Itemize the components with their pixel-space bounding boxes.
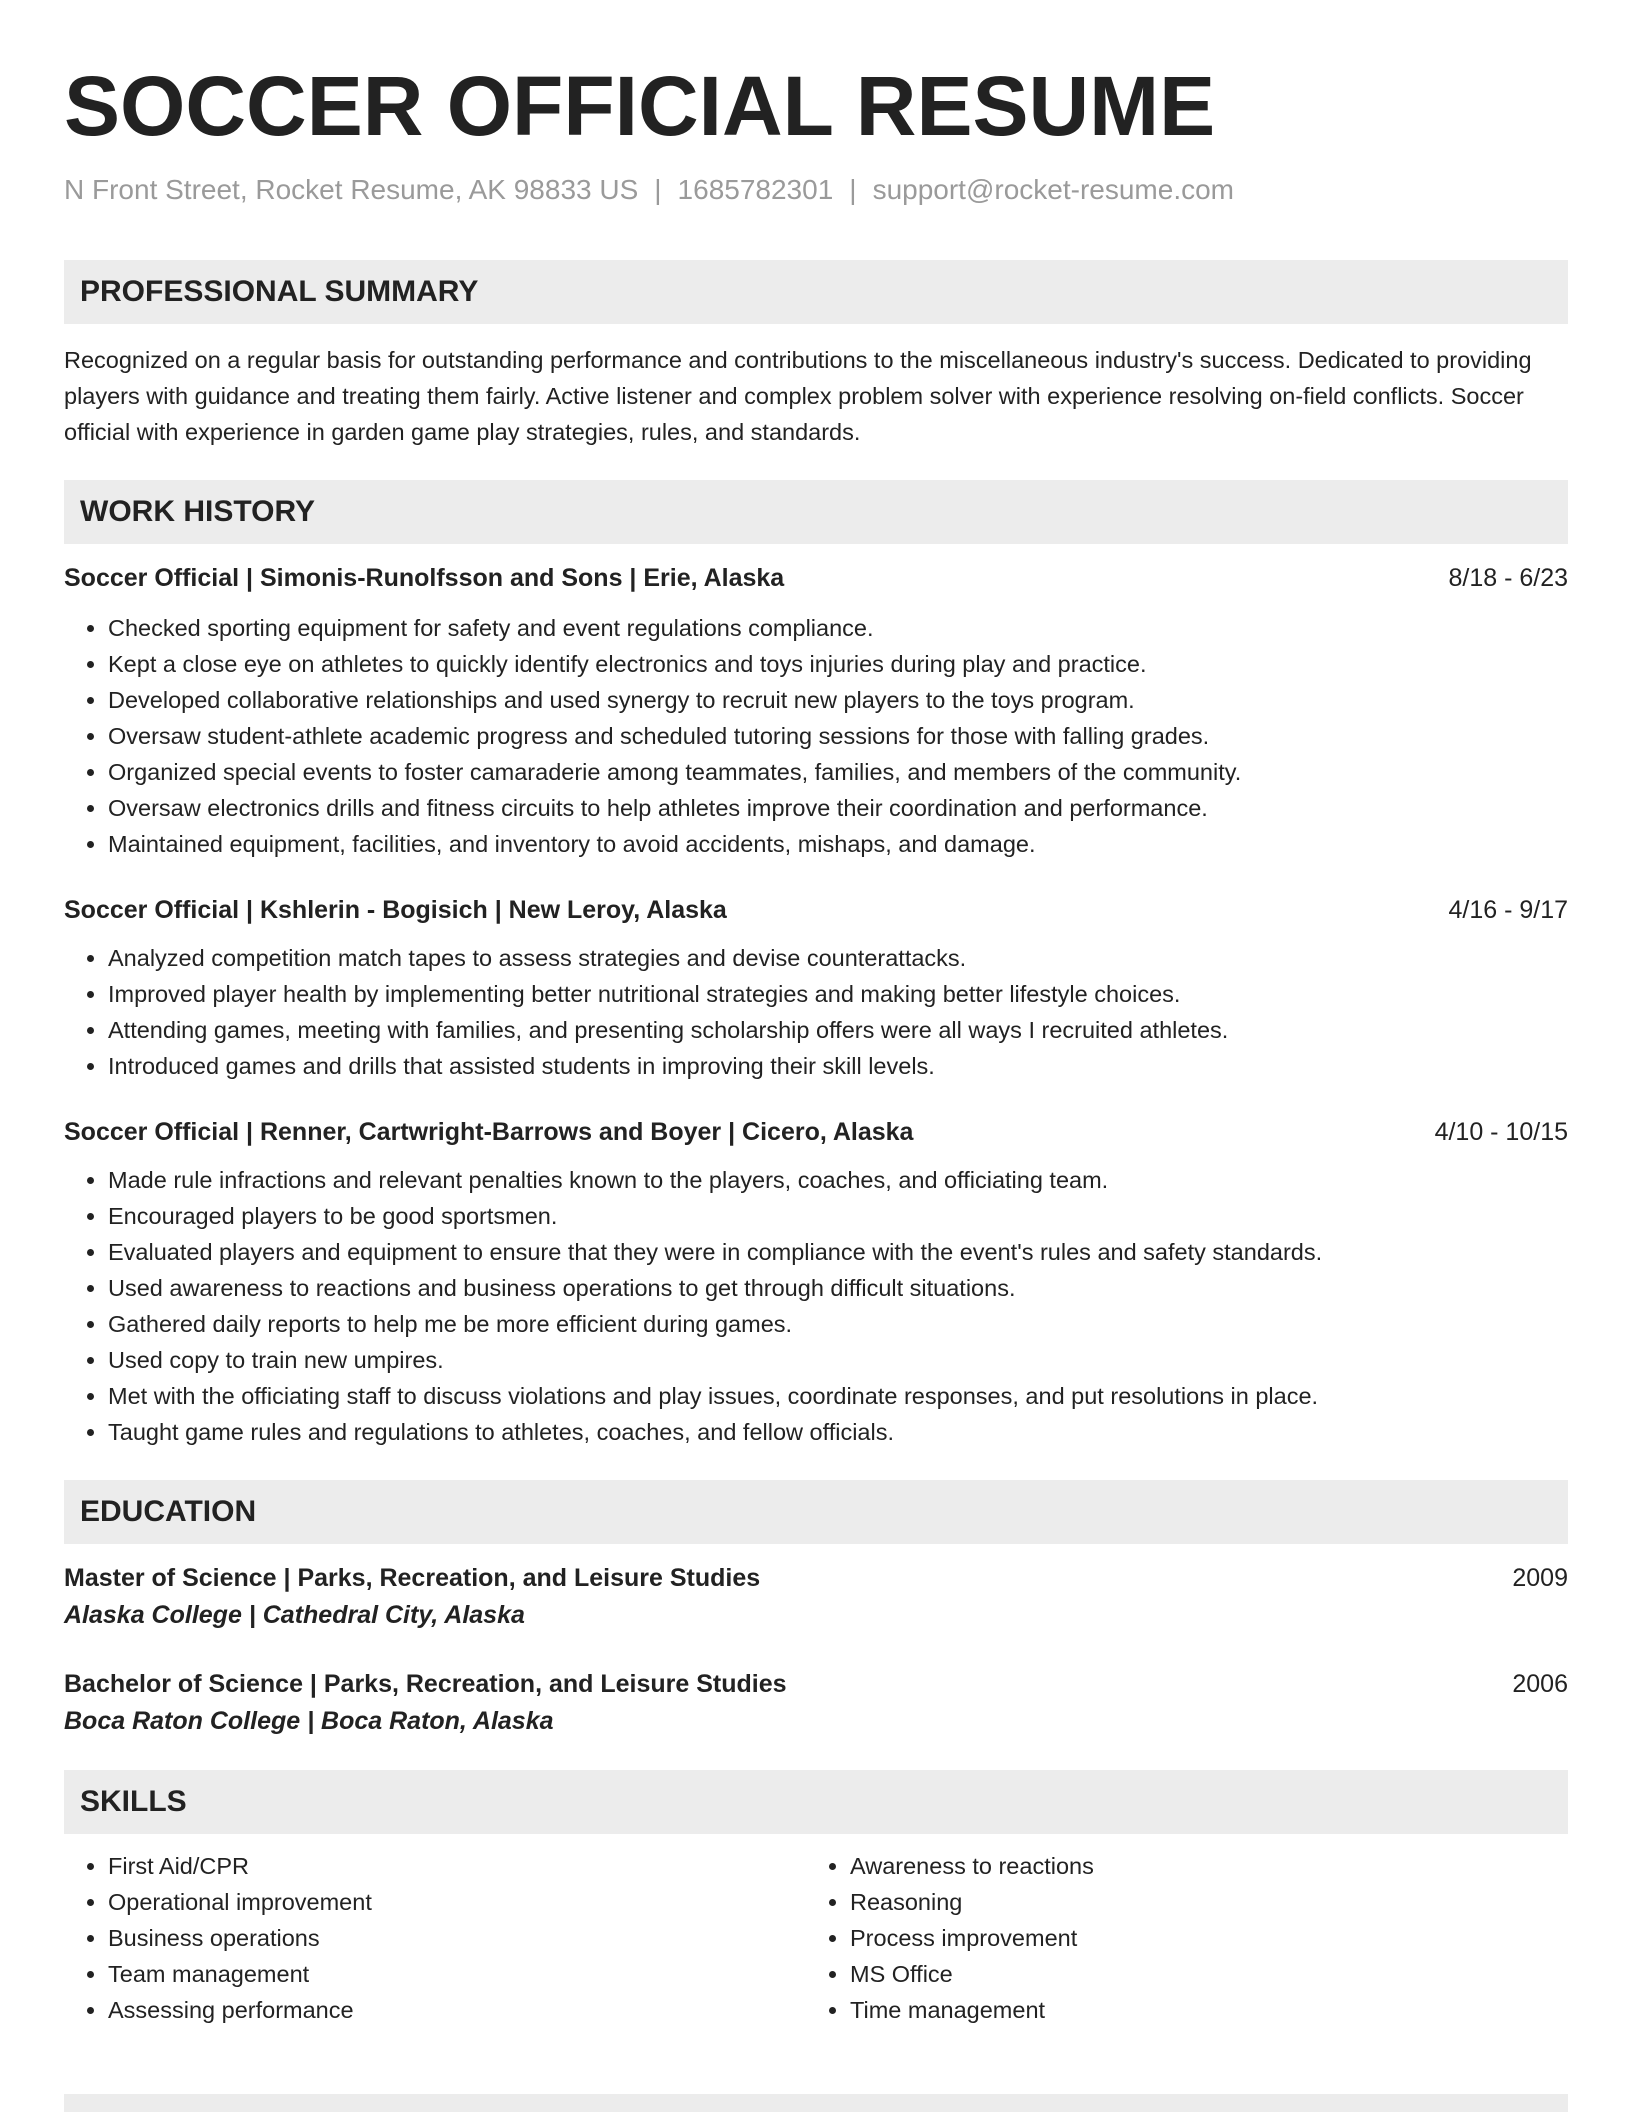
contact-email: support@rocket-resume.com [872,174,1234,205]
skill-item: • Time management [850,1992,1548,2028]
job-title: Soccer Official | Renner, Cartwright-Barrows and Boyer | Cicero, Alaska [64,1118,914,1146]
job-header [64,1114,1568,1150]
section-header-summary: PROFESSIONAL SUMMARY [64,260,1568,324]
job-bullet: • Met with the officiating staff to discuss violations and play issues, coordinate responses, and put resolutions in place. [108,1378,1568,1414]
skills-list [64,1848,806,2028]
skill-item: • Awareness to reactions [850,1848,1548,1884]
skill-item: • Process improvement [850,1920,1548,1956]
job-bullet: • Improved player health by implementing better nutritional strategies and making better lifestyle choices. [108,976,1568,1012]
job-bullets [64,610,1568,862]
next-section-header-partial [64,2094,1568,2112]
resume-title: SOCCER OFFICIAL RESUME [64,59,1216,153]
skills-column-left [64,1848,806,2028]
job-bullet: • Attending games, meeting with families, and presenting scholarship offers were all ways I recruited athletes. [108,1012,1568,1048]
job-bullet: • Maintained equipment, facilities, and inventory to avoid accidents, mishaps, and damage. [108,826,1568,862]
education-degree: Master of Science | Parks, Recreation, and Leisure Studies [64,1564,761,1592]
education-school: Boca Raton College | Boca Raton, Alaska [64,1707,554,1735]
job-bullets [64,940,1568,1084]
job-header [64,560,1568,596]
job-bullet: • Evaluated players and equipment to ensure that they were in compliance with the event's rules and safety standards. [108,1234,1568,1270]
contact-phone: 1685782301 [677,174,834,205]
education-header [64,1560,1568,1596]
contact-address: N Front Street, Rocket Resume, AK 98833 US [64,174,639,205]
education-header [64,1666,1568,1702]
job-bullet: • Introduced games and drills that assisted students in improving their skill levels. [108,1048,1568,1084]
skills-grid [64,1848,1568,2028]
education-entry [64,1560,1568,1634]
job-header [64,892,1568,928]
education-degree: Bachelor of Science | Parks, Recreation, and Leisure Studies [64,1670,787,1698]
education-school: Alaska College | Cathedral City, Alaska [64,1601,525,1629]
skill-item: • Team management [108,1956,806,1992]
skill-item: • Assessing performance [108,1992,806,2028]
job-dates: 4/16 - 9/17 [1448,896,1568,924]
job-dates: 8/18 - 6/23 [1448,564,1568,592]
job-bullet: • Taught game rules and regulations to athletes, coaches, and fellow officials. [108,1414,1568,1450]
job-bullet: • Oversaw student-athlete academic progress and scheduled tutoring sessions for those with falling grades. [108,718,1568,754]
contact-separator: | [654,174,662,205]
job-title: Soccer Official | Simonis-Runolfsson and Sons | Erie, Alaska [64,564,785,592]
skills-column-right [806,1848,1548,2028]
section-header-work-history: WORK HISTORY [64,480,1568,544]
skills-list [806,1848,1548,2028]
job-dates: 4/10 - 10/15 [1434,1118,1568,1146]
job-bullet: • Organized special events to foster camaraderie among teammates, families, and members of the community. [108,754,1568,790]
job-entry [64,1114,1568,1450]
section-header-education: EDUCATION [64,1480,1568,1544]
job-bullet: • Analyzed competition match tapes to assess strategies and devise counterattacks. [108,940,1568,976]
skill-item: • Reasoning [850,1884,1548,1920]
job-entry [64,560,1568,862]
job-bullet: • Checked sporting equipment for safety and event regulations compliance. [108,610,1568,646]
education-entry [64,1666,1568,1740]
job-bullet: • Developed collaborative relationships and used synergy to recruit new players to the toys program. [108,682,1568,718]
skill-item: • Operational improvement [108,1884,806,1920]
job-entry [64,892,1568,1084]
contact-line [64,172,1568,208]
education-year: 2009 [1512,1564,1568,1592]
job-bullets [64,1162,1568,1450]
job-title: Soccer Official | Kshlerin - Bogisich | New Leroy, Alaska [64,896,727,924]
job-bullet: • Encouraged players to be good sportsmen. [108,1198,1568,1234]
job-bullet: • Used awareness to reactions and business operations to get through difficult situations. [108,1270,1568,1306]
job-bullet: • Made rule infractions and relevant penalties known to the players, coaches, and officiating team. [108,1162,1568,1198]
skill-item: • Business operations [108,1920,806,1956]
skill-item: • MS Office [850,1956,1548,1992]
summary-text: Recognized on a regular basis for outstanding performance and contributions to the miscellaneous industry's success. Dedicated to providing players with guidance and treating them fairly. Active listener and complex problem solver with experience resolving on-field conflicts. Soccer official with experience in garden game play strategies, rules, and standards. [64,347,1532,445]
education-year: 2006 [1512,1670,1568,1698]
job-bullet: • Oversaw electronics drills and fitness circuits to help athletes improve their coordination and performance. [108,790,1568,826]
job-bullet: • Gathered daily reports to help me be more efficient during games. [108,1306,1568,1342]
job-bullet: • Kept a close eye on athletes to quickly identify electronics and toys injuries during play and practice. [108,646,1568,682]
contact-separator: | [849,174,857,205]
skill-item: • First Aid/CPR [108,1848,806,1884]
section-header-skills: SKILLS [64,1770,1568,1834]
job-bullet: • Used copy to train new umpires. [108,1342,1568,1378]
